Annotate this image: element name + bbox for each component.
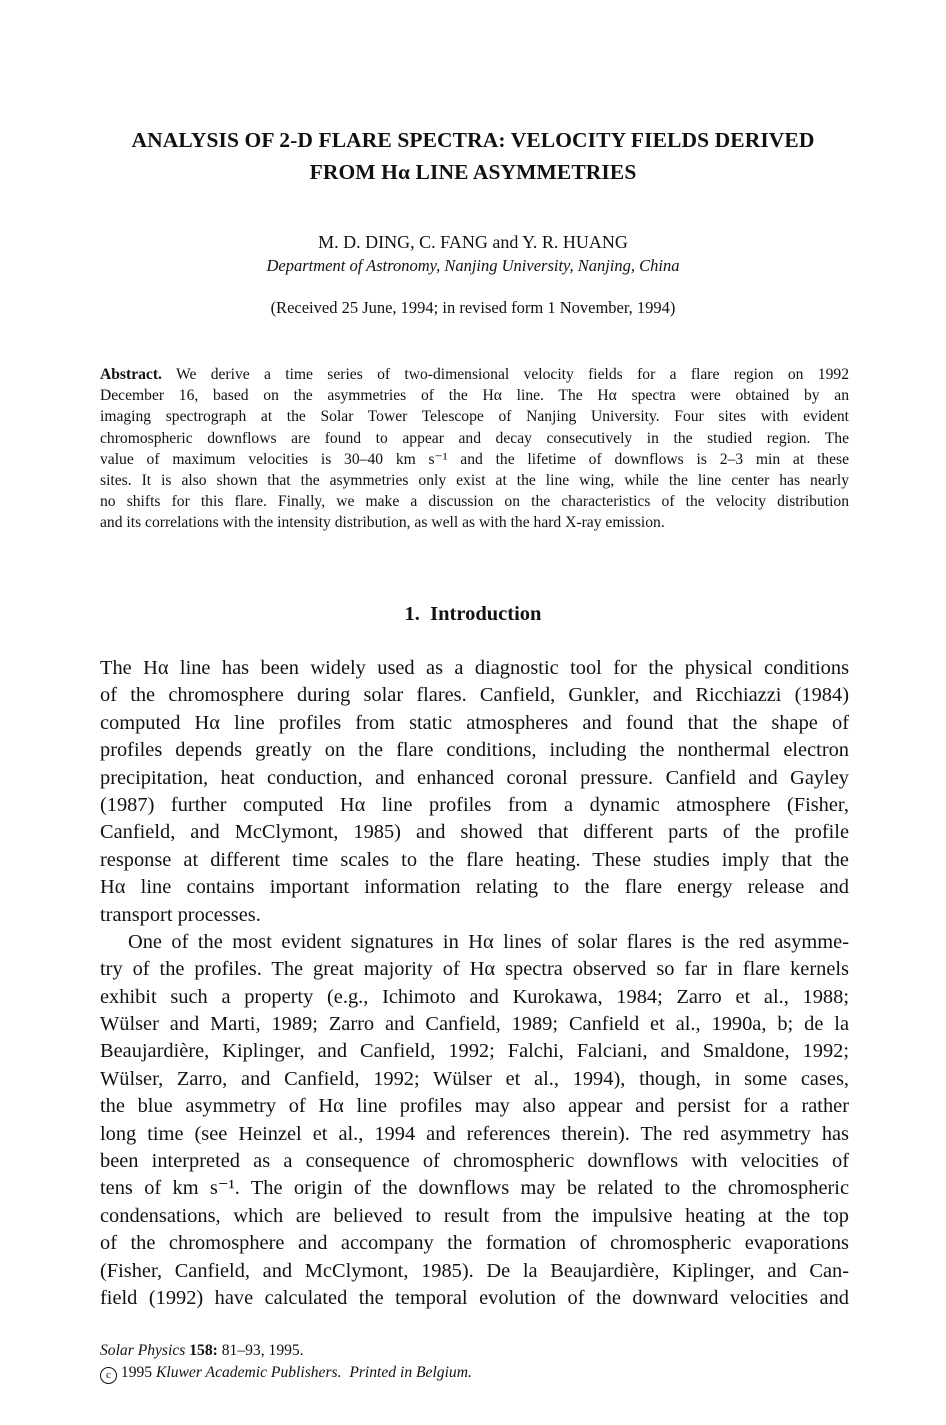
journal-name: Solar Physics [100, 1342, 186, 1359]
body-line: Beaujardière, Kiplinger, and Canfield, 1992; Falchi, Falciani, and Smaldone, 1992; [100, 1040, 849, 1063]
body-line: field (1992) have calculated the temporal evolution of the downward velocities and [100, 1286, 849, 1309]
title-line-1: ANALYSIS OF 2-D FLARE SPECTRA: VELOCITY FIELDS DERIVED [131, 128, 815, 152]
body-line: tens of km s⁻¹. The origin of the downflows may be related to the chromospheric [100, 1177, 849, 1200]
body-line: (Fisher, Canfield, and McClymont, 1985). De la Beaujardière, Kiplinger, and Can- [100, 1259, 849, 1282]
body-line: condensations, which are believed to result from the impulsive heating at the top [100, 1204, 849, 1227]
section-heading [0, 603, 946, 626]
body-line: precipitation, heat conduction, and enhanced coronal pressure. Canfield and Gayley [100, 766, 849, 789]
abstract-line: Abstract. We derive a time series of two-dimensional velocity fields for a flare region on 1992 [100, 366, 849, 383]
publisher: Kluwer Academic Publishers. [156, 1364, 342, 1381]
abstract-line: imaging spectrograph at the Solar Tower Telescope of Nanjing University. Four sites with evident [100, 408, 849, 426]
body-line: been interpreted as a consequence of chromospheric downflows with velocities of [100, 1150, 849, 1173]
body-line: (1987) further computed Hα line profiles from a dynamic atmosphere (Fisher, [100, 793, 849, 816]
abstract-line: chromospheric downflows are found to appear and decay consecutively in the studied region. The [100, 429, 849, 447]
copyright-line [100, 1362, 472, 1384]
body-line: of the chromosphere during solar flares. Canfield, Gunkler, and Ricchiazzi (1984) [100, 684, 849, 707]
body-line: of the chromosphere and accompany the formation of chromospheric evaporations [100, 1232, 849, 1255]
abstract [100, 364, 849, 534]
body-line: profiles depends greatly on the flare conditions, including the nonthermal electron [100, 739, 849, 762]
copyright-year: 1995 [120, 1364, 153, 1381]
abstract-line: and its correlations with the intensity distribution, as well as with the hard X-ray emission. [100, 514, 665, 532]
footer [100, 1340, 472, 1384]
journal-pages: 81–93, 1995. [221, 1342, 304, 1359]
body-line: transport processes. [100, 903, 261, 926]
received-dates: (Received 25 June, 1994; in revised form 1 November, 1994) [270, 298, 676, 317]
journal-citation [100, 1340, 472, 1362]
body-line: Canfield, and McClymont, 1985) and showed that different parts of the profile [100, 821, 849, 844]
section-number: 1. [404, 603, 420, 625]
copyright-icon: c [100, 1367, 117, 1384]
body-line: response at different time scales to the flare heating. These studies imply that the [100, 848, 849, 871]
section-title: Introduction [430, 603, 542, 625]
body-line: One of the most evident signatures in Hα lines of solar flares is the red asymme- [128, 930, 849, 953]
body-line: computed Hα line profiles from static atmospheres and found that the shape of [100, 711, 849, 734]
journal-volume: 158: [189, 1342, 218, 1359]
body-line: exhibit such a property (e.g., Ichimoto and Kurokawa, 1984; Zarro et al., 1988; [100, 985, 849, 1008]
abstract-line: value of maximum velocities is 30–40 km s⁻¹ and the lifetime of downflows is 2–3 min at these [100, 450, 849, 468]
body-line: the blue asymmetry of Hα line profiles may also appear and persist for a rather [100, 1095, 849, 1118]
authors: M. D. DING, C. FANG and Y. R. HUANG [318, 232, 628, 252]
title-line-2: FROM Hα LINE ASYMMETRIES [309, 160, 637, 184]
body-text [100, 655, 849, 1312]
body-line: Wülser, Zarro, and Canfield, 1992; Wülser et al., 1994), though, in some cases, [100, 1067, 849, 1090]
affiliation: Department of Astronomy, Nanjing University, Nanjing, China [266, 256, 680, 275]
body-line: Hα line contains important information relating to the flare energy release and [100, 876, 849, 899]
abstract-label: Abstract. [100, 366, 162, 383]
body-line: Wülser and Marti, 1989; Zarro and Canfield, 1989; Canfield et al., 1990a, b; de la [100, 1013, 849, 1036]
abstract-line: December 16, based on the asymmetries of the Hα line. The Hα spectra were obtained by an [100, 387, 849, 405]
body-line: try of the profiles. The great majority of Hα spectra observed so far in flare kernels [100, 958, 849, 981]
printed-in: Printed in Belgium. [349, 1364, 472, 1381]
abstract-line: sites. It is also shown that the asymmetries only exist at the line wing, while the line center has nearly [100, 471, 849, 489]
body-line: long time (see Heinzel et al., 1994 and references therein). The red asymmetry has [100, 1122, 849, 1145]
abstract-line: no shifts for this flare. Finally, we make a discussion on the characteristics of the velocity distribution [100, 493, 849, 511]
paper-title [0, 124, 946, 188]
body-line: The Hα line has been widely used as a diagnostic tool for the physical conditions [100, 657, 849, 679]
